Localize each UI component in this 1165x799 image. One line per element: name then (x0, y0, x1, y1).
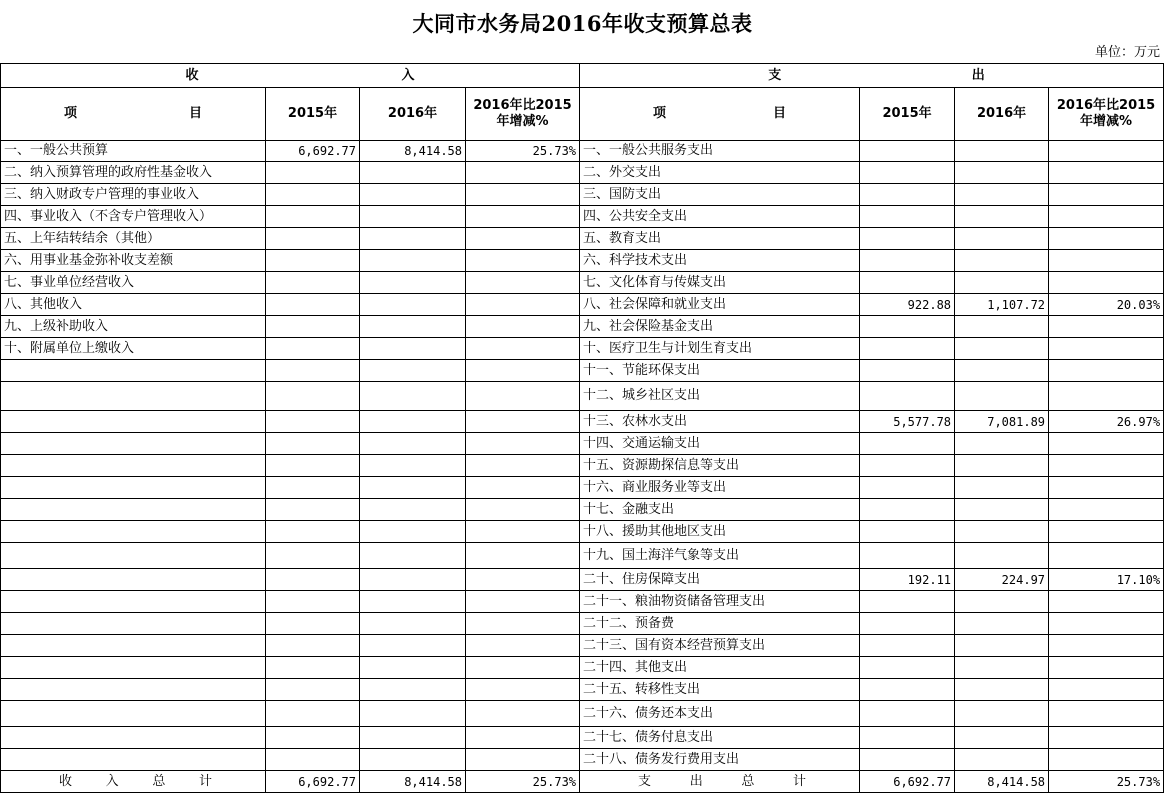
expense-item-cell: 六、科学技术支出 (580, 250, 860, 272)
expense-item-cell: 二十二、预备费 (580, 613, 860, 635)
expense-total-label-char: 出 (689, 773, 703, 789)
expense-2015-cell (860, 360, 955, 382)
income-item-cell: 一、一般公共预算 (1, 141, 266, 162)
income-2015-cell (266, 228, 360, 250)
expense-2016-cell (955, 521, 1049, 543)
income-2016-cell (360, 433, 466, 455)
expense-2016-cell (955, 749, 1049, 771)
table-row (1, 316, 1164, 338)
income-2015-cell (266, 360, 360, 382)
expense-total-label-char: 支 (638, 773, 652, 789)
expense-change-cell (1049, 206, 1164, 228)
expense-change-cell (1049, 635, 1164, 657)
income-change-cell (466, 521, 580, 543)
expense-item-cell: 二、外交支出 (580, 162, 860, 184)
income-item-cell (1, 727, 266, 749)
income-2016-cell (360, 294, 466, 316)
income-item-cell (1, 591, 266, 613)
income-change-cell (466, 338, 580, 360)
expense-2015-cell (860, 141, 955, 162)
table-row (1, 382, 1164, 411)
budget-table (0, 63, 1164, 793)
income-2015-header: 2015年 (266, 88, 360, 141)
income-change-cell: 25.73% (466, 141, 580, 162)
income-2016-cell (360, 360, 466, 382)
income-2015-cell (266, 206, 360, 228)
expense-item-cell: 十四、交通运输支出 (580, 433, 860, 455)
expense-2015-cell (860, 727, 955, 749)
expense-change-cell: 26.97% (1049, 411, 1164, 433)
income-change-cell (466, 294, 580, 316)
expense-item-cell: 七、文化体育与传媒支出 (580, 272, 860, 294)
income-change-cell (466, 382, 580, 411)
expense-2016-cell (955, 499, 1049, 521)
expense-change-cell (1049, 477, 1164, 499)
table-row (1, 499, 1164, 521)
income-2016-cell (360, 521, 466, 543)
income-item-cell: 八、其他收入 (1, 294, 266, 316)
expense-item-cell: 二十七、债务付息支出 (580, 727, 860, 749)
expense-change-cell: 17.10% (1049, 569, 1164, 591)
table-row (1, 433, 1164, 455)
income-item-cell: 九、上级补助收入 (1, 316, 266, 338)
expense-change-cell: 20.03% (1049, 294, 1164, 316)
income-change-cell (466, 316, 580, 338)
table-row (1, 679, 1164, 701)
item-header-char-1: 项 (64, 106, 78, 121)
income-change-cell (466, 272, 580, 294)
income-2016-cell (360, 543, 466, 569)
expense-item-cell: 三、国防支出 (580, 184, 860, 206)
unit-label: 单位：万元 (1094, 45, 1160, 60)
table-row (1, 727, 1164, 749)
income-total-label (1, 771, 266, 793)
income-item-cell: 五、上年结转结余（其他） (1, 228, 266, 250)
expense-change-cell (1049, 521, 1164, 543)
table-row (1, 250, 1164, 272)
expense-change-cell (1049, 727, 1164, 749)
income-2016-cell: 8,414.58 (360, 141, 466, 162)
expense-change-header: 2016年比2015年增减% (1049, 88, 1164, 141)
expense-2016-cell (955, 657, 1049, 679)
income-2015-cell (266, 162, 360, 184)
expense-2016-cell (955, 455, 1049, 477)
income-2016-header: 2016年 (360, 88, 466, 141)
expense-2015-cell (860, 162, 955, 184)
expense-item-cell: 十六、商业服务业等支出 (580, 477, 860, 499)
expense-total-label-char: 计 (793, 773, 807, 789)
expense-2016-cell (955, 679, 1049, 701)
income-change-cell (466, 701, 580, 727)
income-item-header (1, 88, 266, 141)
expense-change-cell (1049, 543, 1164, 569)
income-item-cell: 二、纳入预算管理的政府性基金收入 (1, 162, 266, 184)
income-change-cell (466, 455, 580, 477)
expense-item-cell: 四、公共安全支出 (580, 206, 860, 228)
table-row (1, 657, 1164, 679)
income-change-cell (466, 613, 580, 635)
expense-2016-cell (955, 382, 1049, 411)
expense-change-cell (1049, 433, 1164, 455)
expense-total-label-char: 总 (741, 773, 755, 789)
expense-2016-cell (955, 477, 1049, 499)
table-row (1, 184, 1164, 206)
income-2015-cell (266, 749, 360, 771)
expense-item-cell: 十一、节能环保支出 (580, 360, 860, 382)
expense-2016-header: 2016年 (955, 88, 1049, 141)
income-2015-cell (266, 382, 360, 411)
income-item-cell (1, 360, 266, 382)
expense-2015-cell (860, 613, 955, 635)
income-2015-cell (266, 591, 360, 613)
income-item-cell (1, 569, 266, 591)
income-2015-cell (266, 543, 360, 569)
expense-item-cell: 十七、金融支出 (580, 499, 860, 521)
expense-2016-cell (955, 316, 1049, 338)
table-row (1, 455, 1164, 477)
income-2016-cell (360, 477, 466, 499)
expense-item-cell: 二十、住房保障支出 (580, 569, 860, 591)
expense-item-cell: 十八、援助其他地区支出 (580, 521, 860, 543)
item-header-char-2: 目 (773, 106, 787, 121)
table-row (1, 411, 1164, 433)
income-change-cell (466, 228, 580, 250)
expense-2015-cell (860, 657, 955, 679)
page-title: 大同市水务局2016年收支预算总表 (412, 11, 753, 36)
income-2016-cell (360, 591, 466, 613)
income-2016-cell (360, 613, 466, 635)
section-header-row (1, 64, 1164, 88)
expense-2016-cell (955, 433, 1049, 455)
income-change-cell (466, 477, 580, 499)
expense-2015-cell (860, 477, 955, 499)
expense-2015-cell (860, 338, 955, 360)
income-change-cell (466, 250, 580, 272)
income-2016-cell (360, 250, 466, 272)
income-change-cell (466, 206, 580, 228)
income-2016-cell (360, 749, 466, 771)
expense-change-cell (1049, 316, 1164, 338)
expense-2015-cell (860, 228, 955, 250)
income-total-label-char: 计 (198, 773, 212, 789)
income-change-cell (466, 433, 580, 455)
expense-2015-cell (860, 184, 955, 206)
income-item-cell: 十、附属单位上缴收入 (1, 338, 266, 360)
expense-item-cell: 十二、城乡社区支出 (580, 382, 860, 411)
expense-2015-cell (860, 455, 955, 477)
expense-2016-cell (955, 360, 1049, 382)
expense-section-header (580, 64, 1164, 88)
table-row (1, 162, 1164, 184)
expense-item-cell: 十、医疗卫生与计划生育支出 (580, 338, 860, 360)
income-2015-cell (266, 433, 360, 455)
expense-item-cell: 十九、国土海洋气象等支出 (580, 543, 860, 569)
expense-item-cell: 二十三、国有资本经营预算支出 (580, 635, 860, 657)
income-2016-cell (360, 657, 466, 679)
income-2015-cell (266, 521, 360, 543)
income-2015-cell: 6,692.77 (266, 141, 360, 162)
expense-item-cell: 九、社会保险基金支出 (580, 316, 860, 338)
income-2016-cell (360, 455, 466, 477)
expense-2015-cell (860, 250, 955, 272)
income-2015-cell (266, 613, 360, 635)
expense-item-cell: 二十四、其他支出 (580, 657, 860, 679)
expense-2016-cell (955, 228, 1049, 250)
expense-2016-cell: 224.97 (955, 569, 1049, 591)
income-2015-cell (266, 411, 360, 433)
expense-change-cell (1049, 613, 1164, 635)
expense-total-label (580, 771, 860, 793)
table-row (1, 613, 1164, 635)
income-2016-cell (360, 701, 466, 727)
expense-item-cell: 八、社会保障和就业支出 (580, 294, 860, 316)
expense-2015-cell (860, 316, 955, 338)
income-2016-cell (360, 635, 466, 657)
income-2015-cell (266, 727, 360, 749)
income-item-cell (1, 657, 266, 679)
income-2015-cell (266, 569, 360, 591)
table-row (1, 749, 1164, 771)
expense-2015-cell (860, 543, 955, 569)
expense-section-char-2: 出 (971, 67, 985, 83)
income-total-label-char: 入 (105, 773, 119, 789)
income-item-cell (1, 499, 266, 521)
income-item-cell (1, 679, 266, 701)
income-change-cell (466, 569, 580, 591)
table-row (1, 141, 1164, 162)
table-row (1, 701, 1164, 727)
income-change-cell (466, 499, 580, 521)
income-total-2015: 6,692.77 (266, 771, 360, 793)
income-2016-cell (360, 382, 466, 411)
expense-2015-cell (860, 591, 955, 613)
income-2015-cell (266, 272, 360, 294)
income-total-2016: 8,414.58 (360, 771, 466, 793)
income-2016-cell (360, 338, 466, 360)
income-item-cell: 三、纳入财政专户管理的事业收入 (1, 184, 266, 206)
expense-2016-cell (955, 338, 1049, 360)
table-row (1, 360, 1164, 382)
expense-2016-cell (955, 162, 1049, 184)
expense-2015-header: 2015年 (860, 88, 955, 141)
income-2015-cell (266, 455, 360, 477)
income-2015-cell (266, 338, 360, 360)
income-2016-cell (360, 569, 466, 591)
expense-2015-cell: 5,577.78 (860, 411, 955, 433)
income-2016-cell (360, 206, 466, 228)
expense-item-cell: 十三、农林水支出 (580, 411, 860, 433)
table-row (1, 338, 1164, 360)
income-2015-cell (266, 250, 360, 272)
expense-2015-cell (860, 499, 955, 521)
expense-2016-cell (955, 272, 1049, 294)
expense-total-2016: 8,414.58 (955, 771, 1049, 793)
income-change-cell (466, 727, 580, 749)
income-2016-cell (360, 184, 466, 206)
income-item-cell (1, 701, 266, 727)
expense-2016-cell: 7,081.89 (955, 411, 1049, 433)
expense-2016-cell (955, 613, 1049, 635)
expense-item-cell: 二十六、债务还本支出 (580, 701, 860, 727)
income-item-cell (1, 433, 266, 455)
expense-item-cell: 二十八、债务发行费用支出 (580, 749, 860, 771)
table-row (1, 228, 1164, 250)
expense-change-cell (1049, 749, 1164, 771)
expense-change-cell (1049, 360, 1164, 382)
totals-row (1, 771, 1164, 793)
income-item-cell (1, 613, 266, 635)
income-change-cell (466, 360, 580, 382)
expense-2016-cell (955, 543, 1049, 569)
expense-2016-cell (955, 635, 1049, 657)
expense-change-cell (1049, 141, 1164, 162)
table-row (1, 635, 1164, 657)
expense-item-header (580, 88, 860, 141)
income-item-cell (1, 477, 266, 499)
expense-change-cell (1049, 455, 1164, 477)
expense-change-cell (1049, 679, 1164, 701)
table-row (1, 543, 1164, 569)
income-2016-cell (360, 228, 466, 250)
expense-change-cell (1049, 228, 1164, 250)
expense-2015-cell (860, 701, 955, 727)
income-2015-cell (266, 657, 360, 679)
income-item-cell: 六、用事业基金弥补收支差额 (1, 250, 266, 272)
expense-2015-cell (860, 206, 955, 228)
income-2015-cell (266, 635, 360, 657)
expense-change-cell (1049, 338, 1164, 360)
income-change-cell (466, 411, 580, 433)
expense-change-cell (1049, 162, 1164, 184)
expense-2015-cell (860, 749, 955, 771)
table-row (1, 521, 1164, 543)
expense-2015-cell (860, 679, 955, 701)
expense-total-change: 25.73% (1049, 771, 1164, 793)
table-row (1, 272, 1164, 294)
income-change-cell (466, 543, 580, 569)
income-total-label-char: 收 (59, 773, 73, 789)
expense-2016-cell (955, 727, 1049, 749)
table-row (1, 477, 1164, 499)
income-change-cell (466, 749, 580, 771)
income-section-char-2: 入 (401, 67, 415, 83)
item-header-char-1: 项 (653, 106, 667, 121)
income-2015-cell (266, 477, 360, 499)
expense-change-cell (1049, 499, 1164, 521)
expense-section-char-1: 支 (768, 67, 782, 83)
income-item-cell (1, 749, 266, 771)
expense-change-cell (1049, 382, 1164, 411)
income-section-char-1: 收 (185, 67, 199, 83)
income-item-cell: 四、事业收入（不含专户管理收入） (1, 206, 266, 228)
income-change-header: 2016年比2015年增减% (466, 88, 580, 141)
expense-change-cell (1049, 272, 1164, 294)
expense-2016-cell (955, 184, 1049, 206)
income-2016-cell (360, 316, 466, 338)
income-change-cell (466, 635, 580, 657)
expense-change-cell (1049, 250, 1164, 272)
expense-item-cell: 一、一般公共服务支出 (580, 141, 860, 162)
income-2015-cell (266, 184, 360, 206)
income-total-change: 25.73% (466, 771, 580, 793)
income-item-cell (1, 382, 266, 411)
income-item-cell (1, 635, 266, 657)
income-2016-cell (360, 162, 466, 184)
expense-2016-cell (955, 250, 1049, 272)
income-2016-cell (360, 499, 466, 521)
expense-2016-cell (955, 206, 1049, 228)
expense-item-cell: 十五、资源勘探信息等支出 (580, 455, 860, 477)
table-row (1, 294, 1164, 316)
column-header-row (1, 88, 1164, 141)
income-2016-cell (360, 411, 466, 433)
expense-item-cell: 二十五、转移性支出 (580, 679, 860, 701)
expense-change-cell (1049, 184, 1164, 206)
expense-2015-cell (860, 382, 955, 411)
income-item-cell (1, 455, 266, 477)
expense-total-2015: 6,692.77 (860, 771, 955, 793)
income-2016-cell (360, 272, 466, 294)
table-row (1, 591, 1164, 613)
income-2015-cell (266, 679, 360, 701)
income-total-label-char: 总 (152, 773, 166, 789)
expense-2015-cell (860, 635, 955, 657)
expense-2015-cell: 922.88 (860, 294, 955, 316)
expense-item-cell: 五、教育支出 (580, 228, 860, 250)
income-change-cell (466, 657, 580, 679)
expense-2015-cell: 192.11 (860, 569, 955, 591)
income-section-header (1, 64, 580, 88)
expense-2016-cell (955, 701, 1049, 727)
income-change-cell (466, 162, 580, 184)
income-2016-cell (360, 727, 466, 749)
income-2015-cell (266, 499, 360, 521)
expense-2015-cell (860, 433, 955, 455)
expense-2016-cell: 1,107.72 (955, 294, 1049, 316)
income-item-cell (1, 521, 266, 543)
expense-2016-cell (955, 591, 1049, 613)
table-row (1, 206, 1164, 228)
expense-change-cell (1049, 701, 1164, 727)
expense-item-cell: 二十一、粮油物资储备管理支出 (580, 591, 860, 613)
income-change-cell (466, 591, 580, 613)
item-header-char-2: 目 (188, 106, 202, 121)
expense-2015-cell (860, 521, 955, 543)
income-item-cell: 七、事业单位经营收入 (1, 272, 266, 294)
income-change-cell (466, 679, 580, 701)
table-row (1, 569, 1164, 591)
income-2015-cell (266, 316, 360, 338)
income-item-cell (1, 543, 266, 569)
income-2015-cell (266, 701, 360, 727)
income-item-cell (1, 411, 266, 433)
income-2015-cell (266, 294, 360, 316)
income-2016-cell (360, 679, 466, 701)
expense-2015-cell (860, 272, 955, 294)
expense-change-cell (1049, 591, 1164, 613)
expense-change-cell (1049, 657, 1164, 679)
income-change-cell (466, 184, 580, 206)
expense-2016-cell (955, 141, 1049, 162)
